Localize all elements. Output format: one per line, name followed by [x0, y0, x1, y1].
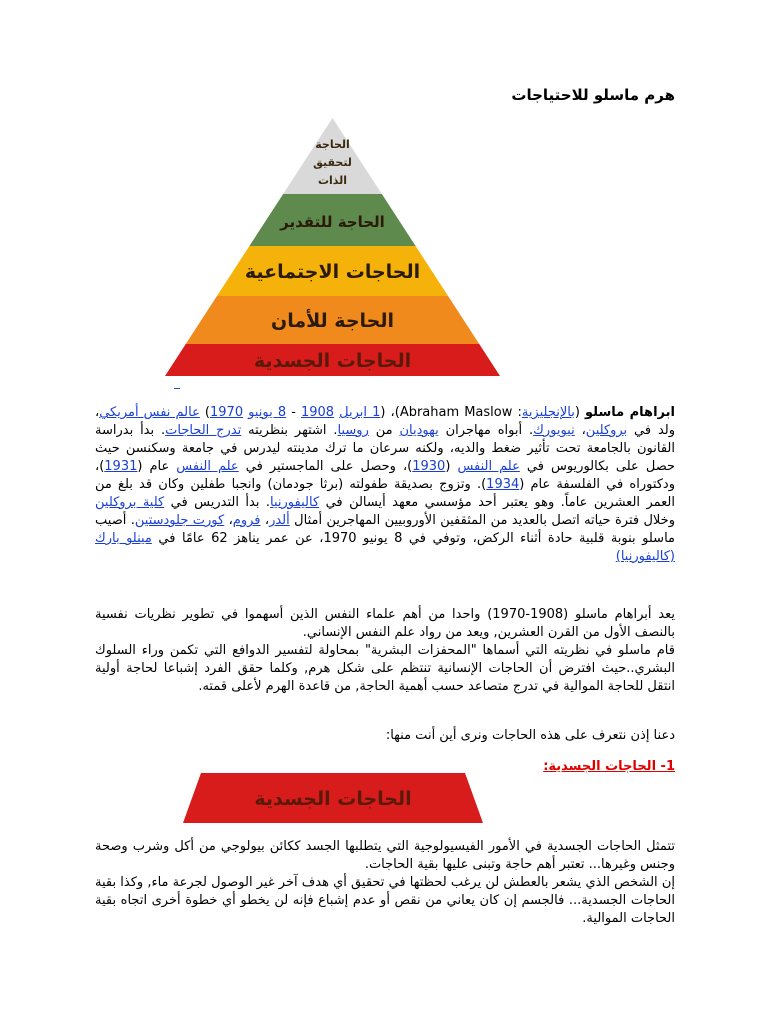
image-anchor-link[interactable] [174, 378, 180, 389]
link-birth-year[interactable]: 1908 [300, 405, 335, 420]
text-run: - [286, 405, 301, 420]
maslow-pyramid-image [165, 118, 500, 376]
link-psychologist[interactable]: عالم نفس أمريكي [99, 405, 200, 420]
text-run: ، [574, 423, 586, 438]
text-run: . بدأ بدراسة القانون بالجامعة تحت تأثير ضغط والديه، ولكنه سرعان ما ترك مدينته ليدرس في جامعة وسكنسن حيث حصل على بكالوريوس في [95, 423, 676, 474]
link-jews[interactable]: يهوديان [399, 423, 439, 438]
physiological-paragraph-1: تتمثل الحاجات الجسدية في الأمور الفيسيولوجية التي يتطلبها الجسد ككائن بيولوجي من أكل وشرب وصحة وجنس وغيرها... تعتبر أهم حاجة وتبنى عليها بقية الحاجات. [95, 839, 675, 872]
link-death-year[interactable]: 1970 [210, 405, 244, 420]
physiological-paragraph-2: إن الشخص الذي يشعر بالعطش لن يرغب لحظتها في تحقيق أي هدف آخر غير الوصول لجرعة ماء, وكذا بقية الحاجات الجسدية... فالجسم إن كان يعاني من نقص أو عدم إشباع فإنه لن يخطو أي خطوة أخرى اتجاه بقية الحاجات الموالية. [95, 875, 675, 926]
pyramid-level-1-label-line: لتحقيق [313, 156, 352, 169]
text-run: . أصيب ماسلو بنوبة قلبية حادة أثناء الركض، وتوفي في 8 يونيو 1970، عن عمر يناهز 62 عامًا في [95, 513, 675, 546]
biography-paragraph [95, 404, 675, 566]
physiological-needs-bar-image [183, 773, 483, 823]
text-run: عام ( [137, 459, 177, 474]
text-run: ( [574, 405, 585, 420]
intro-section [95, 606, 675, 696]
pyramid-level-3-label: الحاجات الاجتماعية [244, 261, 421, 283]
text-run: ، [260, 513, 270, 528]
pyramid-level-2-label: الحاجة للتقدير [280, 213, 385, 231]
text-run: وخلال فترة حياته اتصل بالعديد من المثقفين الأوروبيين المهاجرين أمثال [289, 513, 676, 528]
link-hierarchy-of-needs[interactable]: تدرج الحاجات [165, 423, 242, 438]
pyramid-level-5-label: الحاجات الجسدية [253, 350, 412, 372]
pyramid-level-1-label-line: الذات [317, 174, 348, 187]
section-heading-physiological: 1- الحاجات الجسدية: [543, 759, 675, 774]
text-run: . أبواه مهاجران [438, 423, 534, 438]
link-fromm[interactable]: فروم [232, 513, 261, 528]
pyramid-level-1-label-line: الحاجة [315, 138, 350, 151]
text-run: ، ولد في [95, 405, 676, 438]
link-psychology-2[interactable]: علم النفس [176, 459, 239, 474]
link-brooklyn[interactable]: بروكلين [585, 423, 628, 438]
text-run: . بدأ التدريس في [164, 495, 271, 510]
link-year-1931[interactable]: 1931 [104, 459, 138, 474]
link-california[interactable]: كاليفورنيا [270, 495, 320, 510]
link-menlo-park[interactable]: مينلو بارك (كاليفورنيا) [95, 531, 675, 564]
link-new-york[interactable]: نيويورك [533, 423, 575, 438]
text-run: : Abraham Maslow)، ( [380, 405, 522, 420]
link-english[interactable]: بالإنجليزية [521, 405, 575, 420]
physiological-section-text [95, 838, 675, 928]
text-run: ) [199, 405, 210, 420]
text-run: ( [445, 459, 458, 474]
link-psychology[interactable]: علم النفس [457, 459, 520, 474]
intro-paragraph-1: يعد أبراهام ماسلو (1908-1970) واحدا من أهم علماء النفس الذين أسهموا في تطوير نظريات نفسية بالنصف الأول من القرن العشرين, ويعد من رواد علم النفس الإنساني. [95, 607, 675, 640]
invite-paragraph: دعنا إذن نتعرف على هذه الحاجات ونرى أين أنت منها: [385, 728, 675, 743]
link-death-date[interactable]: 8 يونيو [248, 405, 287, 420]
link-adler[interactable]: ألدر [269, 513, 290, 528]
intro-paragraph-2: قام ماسلو في نظريته التي أسماها "المحفزات البشرية" بمحاولة لتفسير الدوافع التي تكمن وراء السلوك البشري..حيث افترض أن الحاجات الإنسانية تنتظم على شكل هرم, وكلما حقق الفرد إشباعا لحاجة أولية انتقل للحاجة الموالية في تدرج متصاعد حسب أهمية الحاجة, من قاعدة الهرم لأعلى قمته. [95, 643, 675, 694]
link-brooklyn-college[interactable]: كلية بروكلين [95, 495, 165, 510]
text-run: )، ودكتوراه في الفلسفة عام ( [95, 459, 675, 492]
bar-label: الحاجات الجسدية [254, 788, 412, 810]
link-birth-date[interactable]: 1 ابريل [339, 405, 381, 420]
text-run: ، [224, 513, 233, 528]
link-year-1934[interactable]: 1934 [486, 477, 520, 492]
text-run: . اشتهر بنظريته [241, 423, 338, 438]
text-run: )، وحصل على الماجستير في [238, 459, 413, 474]
pyramid-level-4-label: الحاجة للأمان [271, 310, 394, 332]
page-title: هرم ماسلو للاحتياجات [511, 86, 675, 104]
link-russia[interactable]: روسيا [337, 423, 369, 438]
text-run: من [368, 423, 400, 438]
link-goldstein[interactable]: كورت جلودستين [134, 513, 225, 528]
person-name: ابراهام ماسلو [585, 405, 675, 420]
text-run: ). وتزوج بصديقة طفولته (برثا جودمان) وانجبا طفلين وكان قد بلغ من العمر العشرين عاماً. وهو يعتبر أحد مؤسسي معهد أيسالن في [95, 477, 675, 510]
link-year-1930[interactable]: 1930 [412, 459, 446, 474]
